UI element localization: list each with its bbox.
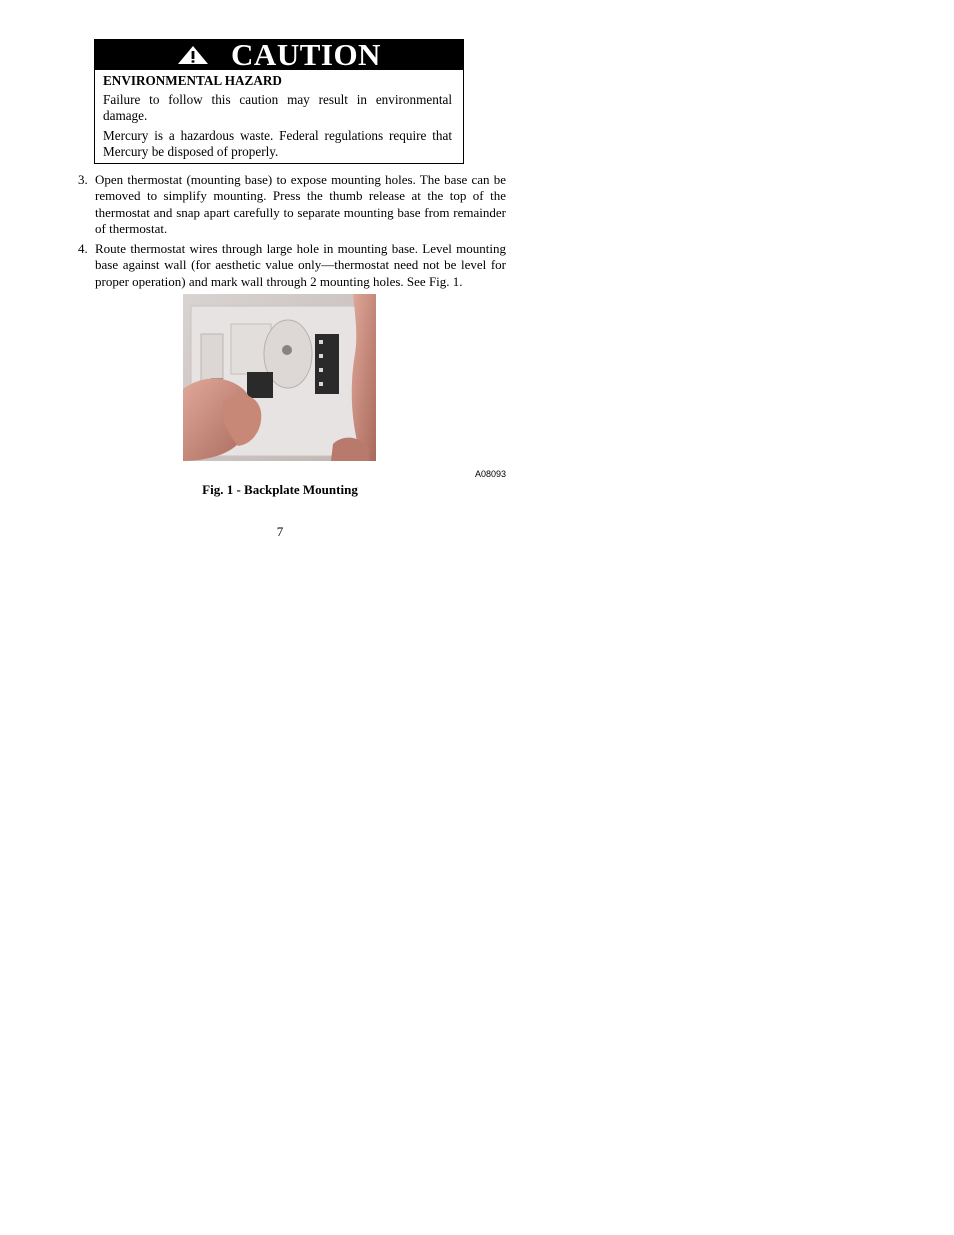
caution-paragraph: Failure to follow this caution may result in environmental damage. bbox=[103, 92, 452, 123]
step-number: 4. bbox=[78, 241, 88, 257]
figure-code: A08093 bbox=[474, 469, 506, 479]
warning-triangle-icon bbox=[177, 45, 209, 65]
hazard-heading: ENVIRONMENTAL HAZARD bbox=[103, 73, 282, 88]
step-text: Open thermostat (mounting base) to expose mounting holes. The base can be removed to simplify mounting. Press the thumb release at the top of the thermostat and snap apart carefully to separate mounting base from remainder of thermostat. bbox=[95, 172, 506, 236]
step-item bbox=[78, 241, 506, 290]
instruction-steps bbox=[78, 172, 506, 294]
figure-caption: Fig. 1 - Backplate Mounting bbox=[202, 482, 358, 497]
backplate-photo-illustration bbox=[183, 294, 376, 461]
step-item bbox=[78, 172, 506, 237]
step-number: 3. bbox=[78, 172, 88, 187]
caution-title: CAUTION bbox=[231, 37, 381, 72]
caution-body bbox=[95, 70, 463, 160]
step-text: Route thermostat wires through large hole in mounting base. Level mounting base against wall (for aesthetic value only—thermostat need not be level for proper operation) and mark wall through 2 mounting holes. See Fig. 1. bbox=[95, 241, 506, 289]
caution-paragraph: Mercury is a hazardous waste. Federal regulations require that Mercury be disposed of properly. bbox=[103, 128, 452, 159]
backplate-mounting-photo bbox=[183, 294, 376, 461]
caution-box bbox=[94, 39, 464, 164]
page-number: 7 bbox=[276, 524, 284, 539]
caution-header bbox=[95, 37, 463, 72]
